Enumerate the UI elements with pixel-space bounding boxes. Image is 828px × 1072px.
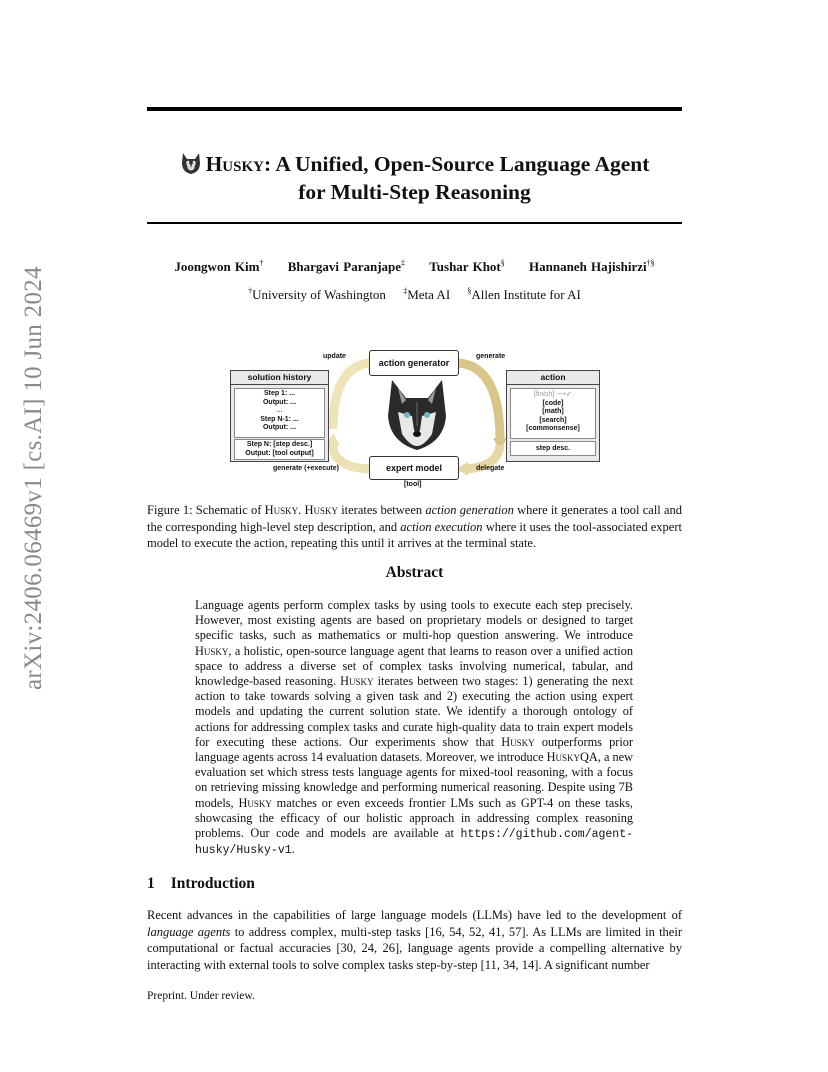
action-panel	[506, 370, 600, 462]
author: Tushar Khot§	[429, 259, 505, 275]
tool-label: [tool]	[404, 481, 422, 488]
husky-logo-icon	[180, 151, 202, 175]
solution-history-panel	[230, 370, 329, 462]
author: Bhargavi Paranjape‡	[287, 259, 406, 275]
author: Hannaneh Hajishirzi†§	[529, 259, 655, 275]
title-line1: : A Unified, Open-Source Language Agent	[263, 152, 650, 176]
update-label: update	[323, 353, 346, 360]
action-header: action	[507, 371, 599, 385]
history-steps: Step 1: ... Output: ... ... Step N-1: ... Output: ...	[234, 388, 325, 438]
intro-paragraph: Recent advances in the capabilities of large language models (LLMs) have led to the development of language agents to address complex, multi-step tasks [16, 54, 52, 41, 57]. As LLMs are limited in their computational or factual accuracies [30, 24, 26], language agents provide a compelling alternative by interacting with external tools to solve complex tasks step-by-step [11, 34, 14]. A significant number	[147, 908, 682, 972]
generate-execute-label: generate (+execute)	[273, 465, 339, 472]
author-list	[147, 259, 682, 275]
section-heading: 1 Introduction	[147, 875, 255, 892]
husky-mascot-icon	[384, 378, 450, 452]
arxiv-identifier: arXiv:2406.06469v1 [cs.AI] 10 Jun 2024	[20, 266, 47, 690]
abstract-heading: Abstract	[385, 564, 444, 581]
solution-history-header: solution history	[231, 371, 328, 385]
action-list: [finish] ⟶✓ [code] [math] [search] [commonsense]	[510, 388, 596, 439]
title-line2: for Multi-Step Reasoning	[298, 180, 531, 204]
check-icon: ✓	[566, 391, 573, 398]
code-url-link[interactable]: https://github.com/agent-husky/Husky-v1	[195, 828, 633, 858]
husky-name: Husky	[205, 152, 264, 176]
generate-label: generate	[476, 353, 506, 360]
action-step-desc: step desc.	[510, 441, 596, 456]
finish-arrow-icon: ⟶	[556, 391, 567, 398]
affiliation: ‡Meta AI	[403, 287, 451, 303]
expert-model-box: expert model	[369, 456, 459, 480]
delegate-label: delegate	[476, 465, 505, 472]
action-generator-box: action generator	[369, 350, 459, 376]
history-current-step: Step N: [step desc.] Output: [tool output]	[234, 439, 325, 460]
affiliation: §Allen Institute for AI	[467, 287, 581, 303]
affiliation-list	[147, 287, 682, 303]
paper-title	[147, 150, 682, 206]
affiliation: †University of Washington	[248, 287, 386, 303]
top-rule	[147, 107, 682, 111]
title-rule	[147, 222, 682, 224]
footer-note: Preprint. Under review.	[147, 990, 255, 1002]
author: Joongwon Kim†	[174, 259, 264, 275]
abstract-body: Language agents perform complex tasks by using tools to execute each step precisely. However, most existing agents are based on proprietary models or designed to target specific tasks, such as mathematics or multi-hop question answering. We introduce Husky, a holistic, open-source language agent that learns to reason over a unified action space to address a diverse set of complex tasks involving numerical, tabular, and knowledge-based reasoning. Husky iterates between two stages: 1) generating the next action to take towards solving a given task and 2) executing the action using expert models and updating the current solution state. We identify a thorough ontology of actions for addressing complex tasks and curate high-quality data to train expert models for executing these actions. Our experiments show that Husky outperforms prior language agents across 14 evaluation datasets. Moreover, we introduce HuskyQA, a new evaluation set which stress tests language agents for mixed-tool reasoning, with a focus on retrieving missing knowledge and performing numerical reasoning. Despite using 7B models, Husky matches or even exceeds frontier LMs such as GPT-4 on these tasks, showcasing the efficacy of our holistic approach in addressing complex reasoning problems. Our code and models are available at https://github.com/agent-husky/Husky-v1.	[195, 598, 634, 858]
figure-caption: Figure 1: Schematic of Husky. Husky iterates between action generation where it generates a tool call and the corresponding high-level step description, and action execution where it uses the tool-associated expert model to execute the action, repeating this until it arrives at the terminal state.	[147, 503, 683, 550]
figure-schematic	[230, 345, 602, 493]
